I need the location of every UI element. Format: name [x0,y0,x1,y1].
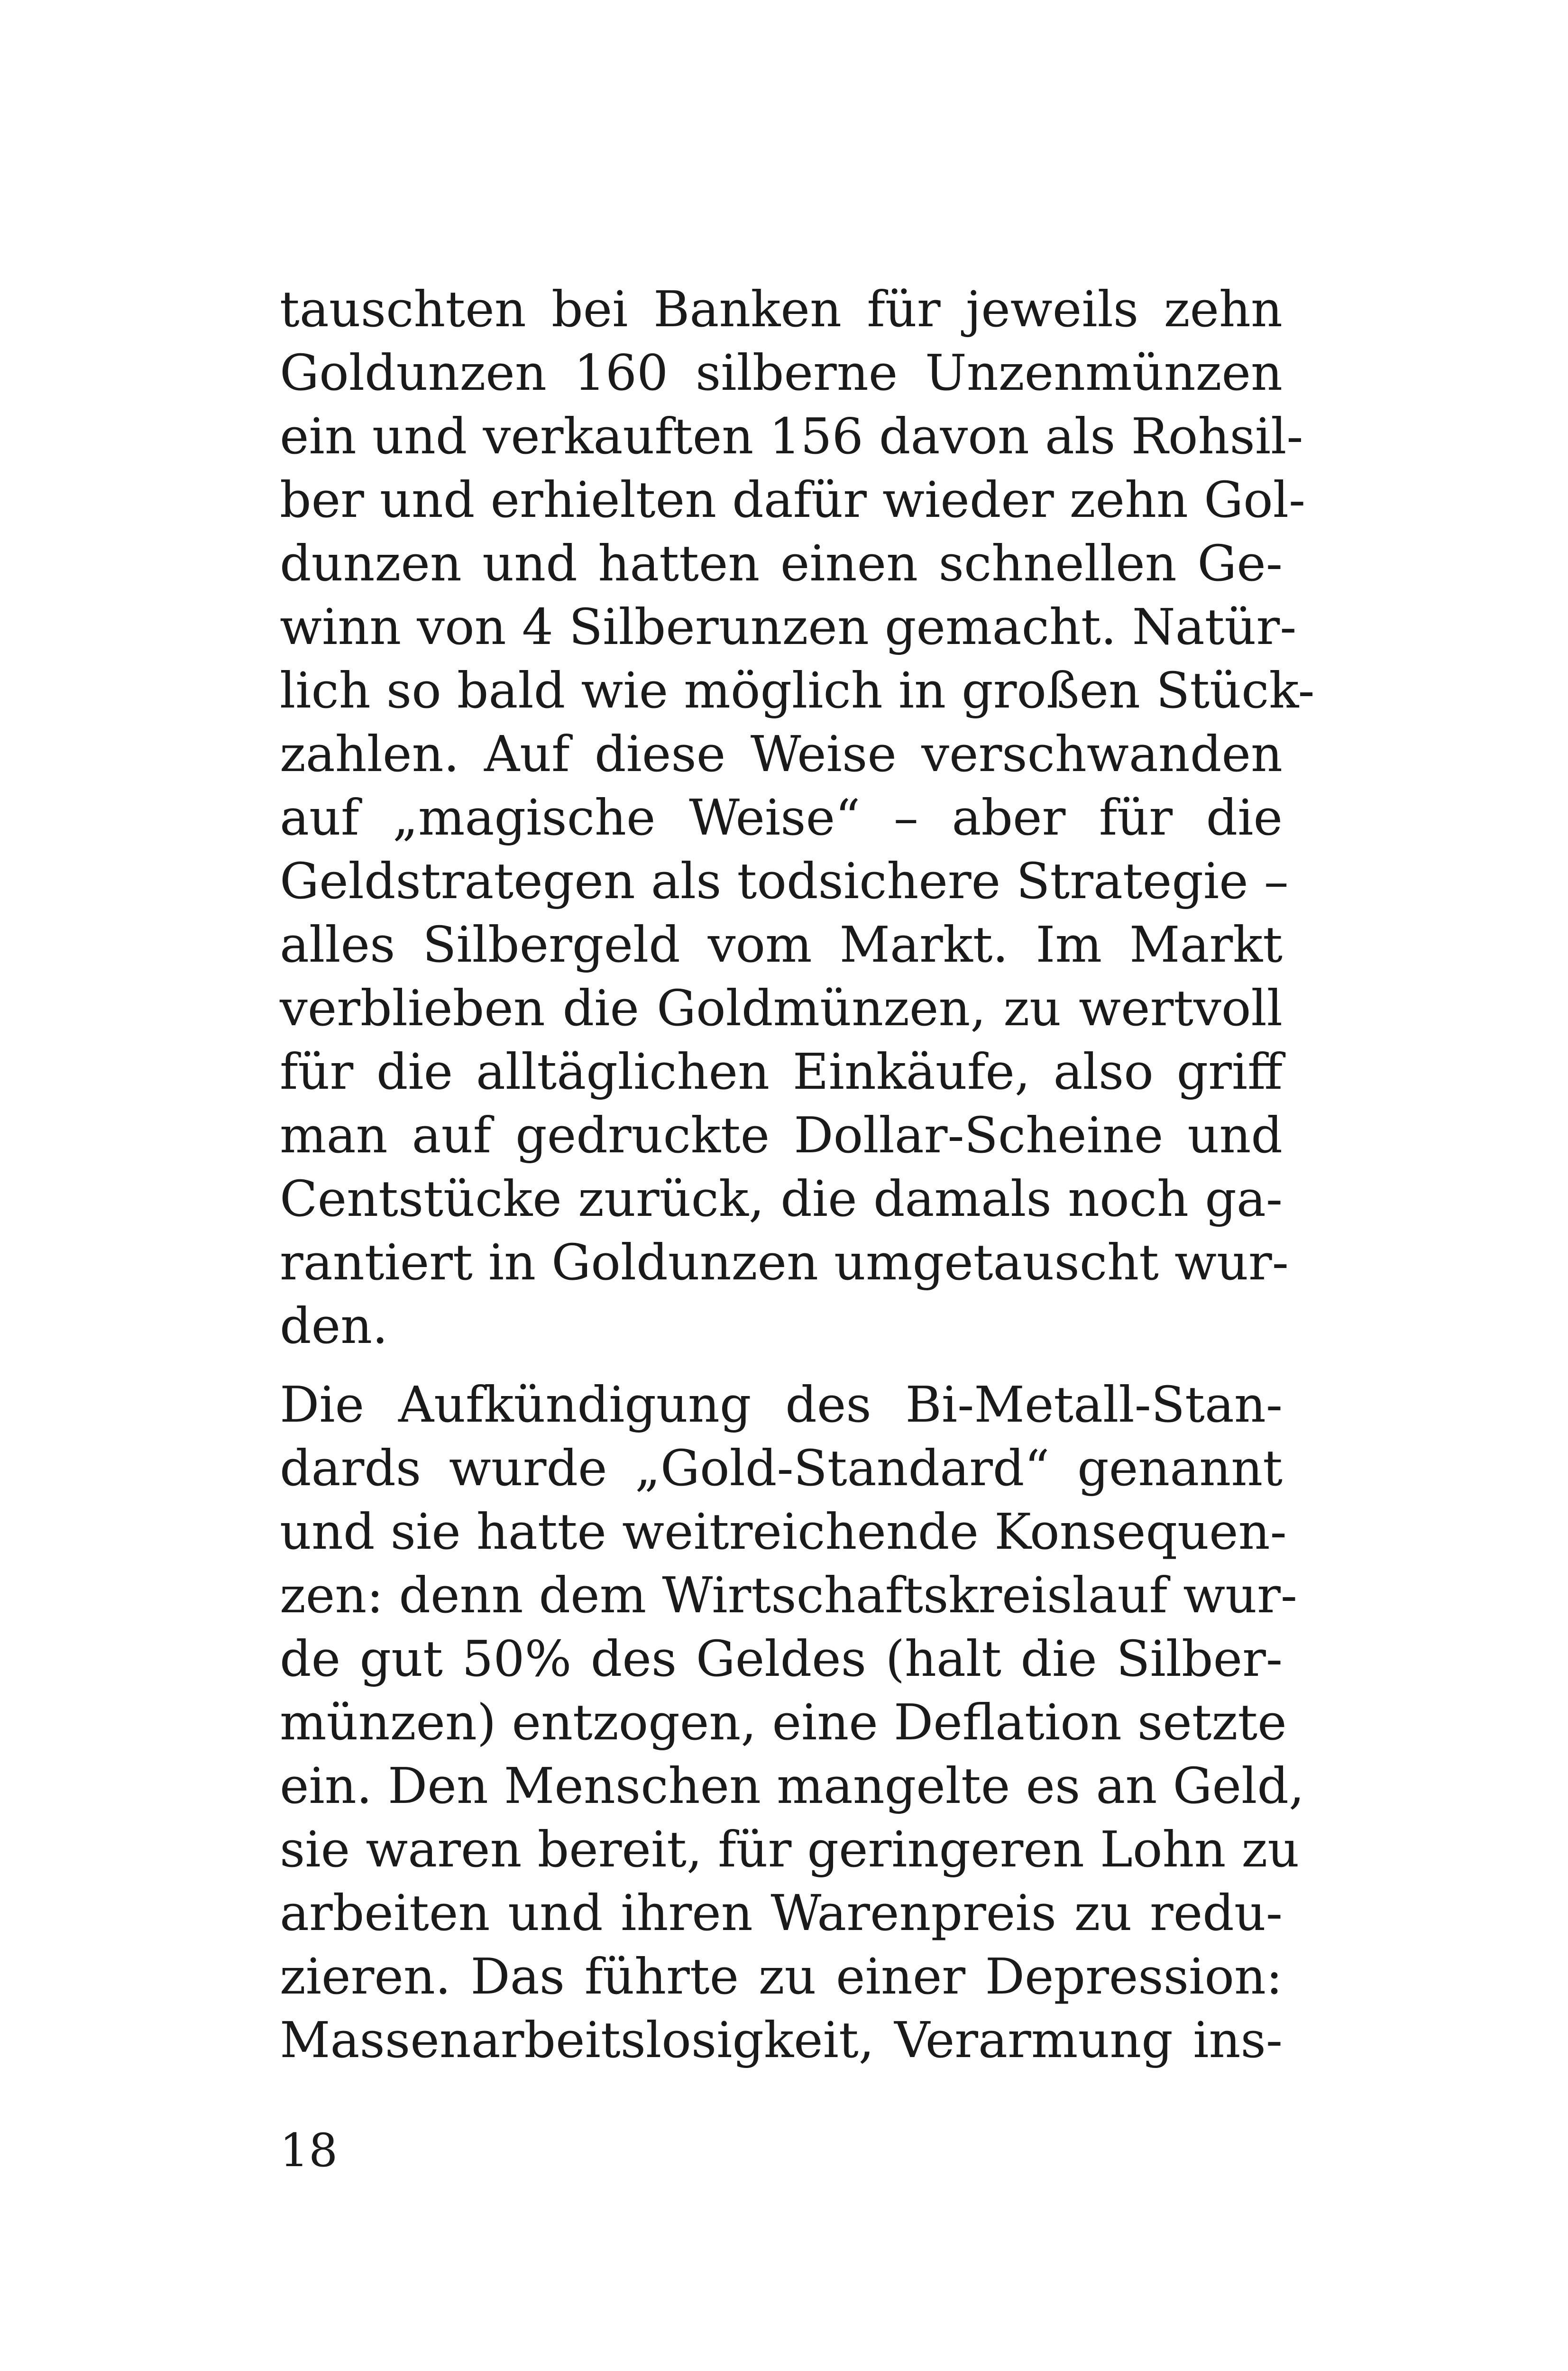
text-line: dards wurde „Gold-Standard“ genannt [280,1439,1283,1497]
text-line: Massenarbeitslosigkeit, Verarmung ins- [280,2011,1283,2069]
text-line: münzen) entzogen, eine Deflation setzte [280,1693,1287,1751]
text-line: tauschten bei Banken für jeweils zehn [280,280,1283,338]
text-line: man auf gedruckte Dollar-Scheine und [280,1106,1283,1164]
page-number: 18 [280,2124,338,2177]
text-line: alles Silbergeld vom Markt. Im Markt [280,916,1283,974]
text-line: Geldstrategen als todsichere Strategie – [280,852,1289,910]
text-line: winn von 4 Silberunzen gemacht. Natür- [280,598,1297,656]
text-line: Centstücke zurück, die damals noch ga- [280,1170,1283,1228]
text-line: de gut 50% des Geldes (halt die Silber- [280,1630,1283,1688]
text-line: ein. Den Menschen mangelte es an Geld, [280,1757,1304,1815]
text-line: ber und erhielten dafür wieder zehn Gol- [280,471,1306,529]
text-line: zieren. Das führte zu einer Depression: [280,1948,1283,2005]
text-line: den. [280,1297,388,1355]
text-line: und sie hatte weitreichende Konsequen- [280,1503,1287,1561]
text-line: ein und verkauften 156 davon als Rohsil- [280,407,1303,465]
body-text [280,277,1315,2072]
text-line: zahlen. Auf diese Weise verschwanden [280,725,1283,783]
text-line: zen: denn dem Wirtschaftskreislauf wur- [280,1566,1298,1624]
text-line: sie waren bereit, für geringeren Lohn zu [280,1820,1300,1878]
text-line: dunzen und hatten einen schnellen Ge- [280,534,1283,592]
text-line: lich so bald wie möglich in großen Stück- [280,662,1315,719]
paragraph-1 [280,277,1315,1358]
text-line: auf „magische Weise“ – aber für die [280,789,1283,846]
text-line: arbeiten und ihren Warenpreis zu redu- [280,1884,1283,1942]
text-line: rantiert in Goldunzen umgetauscht wur- [280,1233,1289,1291]
text-line: Goldunzen 160 silberne Unzenmünzen [280,344,1283,402]
paragraph-2 [280,1373,1304,2072]
text-line: verblieben die Goldmünzen, zu wertvoll [280,979,1283,1037]
text-line: für die alltäglichen Einkäufe, also griff [280,1043,1283,1101]
text-line: Die Aufkündigung des Bi-Metall-Stan- [280,1376,1283,1434]
